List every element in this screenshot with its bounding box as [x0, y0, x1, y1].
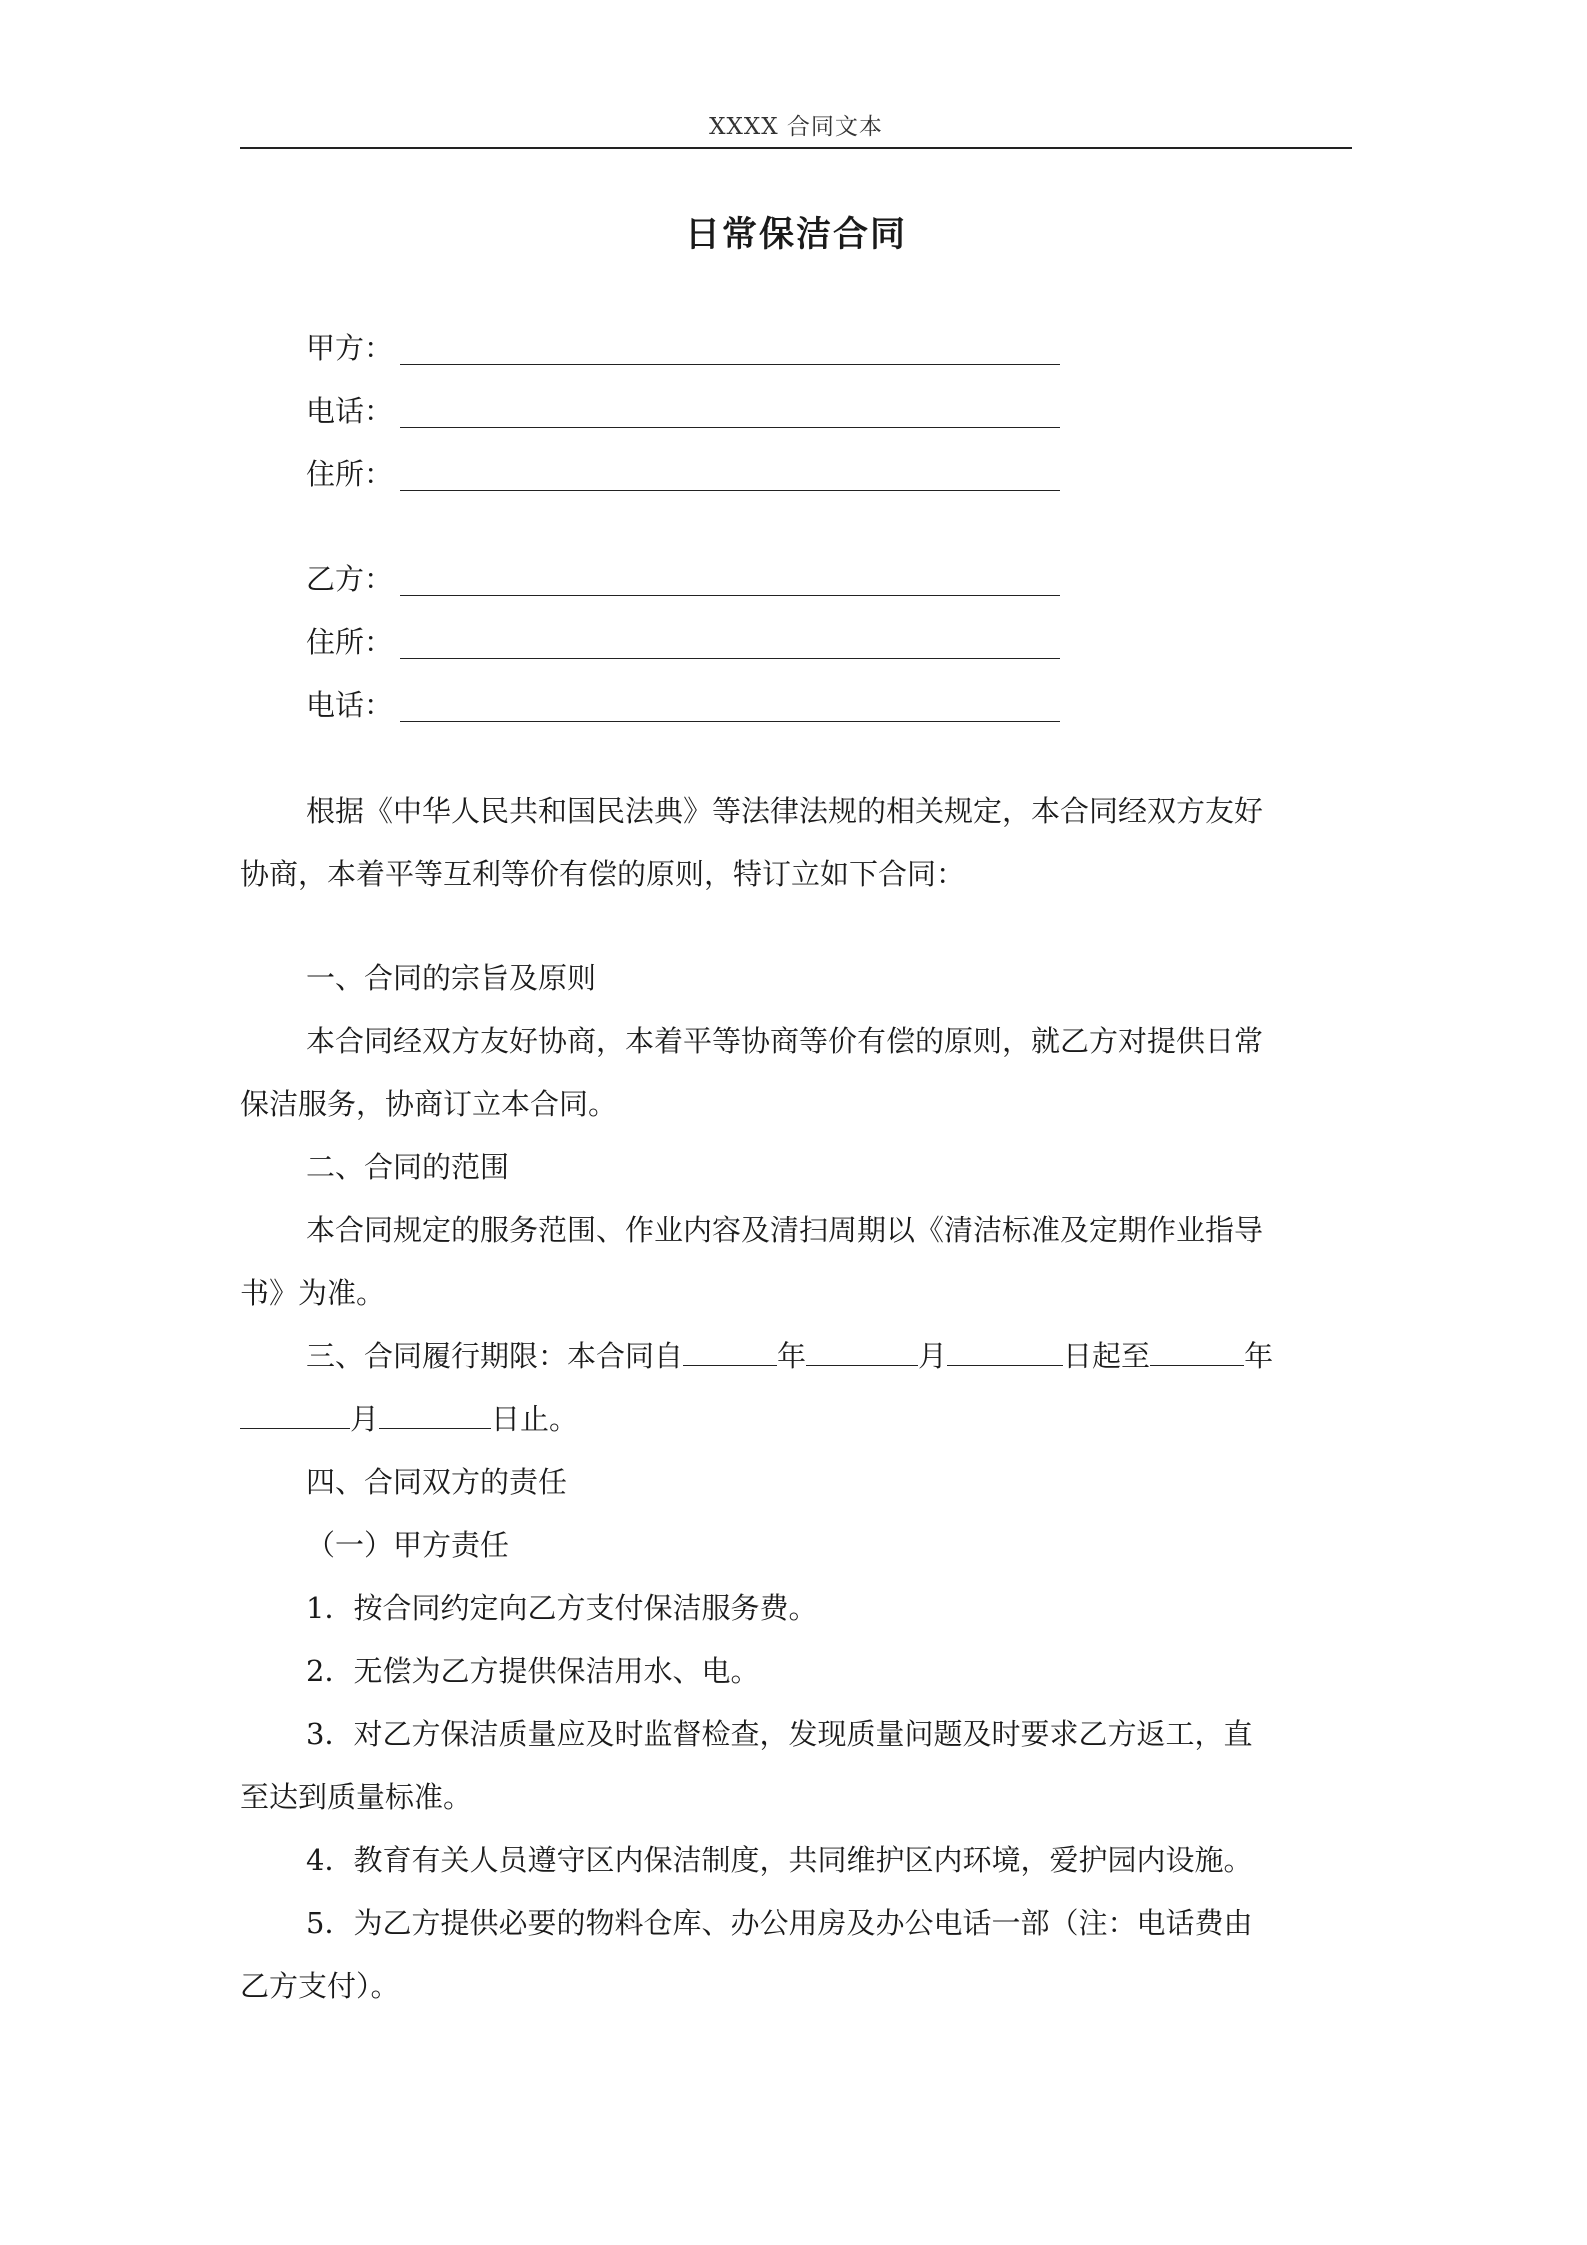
- document-title: 日常保洁合同: [684, 214, 907, 255]
- duty-item-5-line-1: 5．为乙方提供必要的物料仓库、办公用房及办公电话一部（注：电话费由: [306, 1906, 1253, 1940]
- start-month-blank: [806, 1337, 918, 1366]
- party-b-label: 乙方：: [306, 562, 394, 596]
- term-end-day-label: 日止。: [491, 1402, 579, 1436]
- intro-line-1: 根据《中华人民共和国民法典》等法律法规的相关规定，本合同经双方友好: [306, 794, 1264, 828]
- party-b-address-line: [306, 622, 1060, 662]
- section-1-para-line-1: 本合同经双方友好协商，本着平等协商等价有偿的原则，就乙方对提供日常: [306, 1024, 1264, 1058]
- intro-line-2: 协商，本着平等互利等价有偿的原则，特订立如下合同：: [240, 857, 966, 891]
- section-1-para-line-2: 保洁服务，协商订立本合同。: [240, 1087, 618, 1121]
- duty-item-3-line-1: 3．对乙方保洁质量应及时监督检查，发现质量问题及时要求乙方返工，直: [306, 1717, 1253, 1751]
- section-3-term-line-2: [240, 1399, 1352, 1439]
- party-b-address-blank: [400, 628, 1060, 659]
- party-b-name-line: [306, 559, 1060, 599]
- section-1-heading: 一、合同的宗旨及原则: [306, 961, 597, 995]
- start-year-blank: [683, 1337, 777, 1366]
- term-prefix: 三、合同履行期限：本合同自: [306, 1339, 684, 1373]
- duty-item-2: 2．无偿为乙方提供保洁用水、电。: [306, 1654, 760, 1688]
- party-a-name-line: [306, 328, 1060, 368]
- page-header: XXXX 合同文本: [709, 114, 883, 140]
- term-end-year-label: 年: [1244, 1339, 1274, 1373]
- party-a-phone-line: [306, 391, 1060, 431]
- duty-item-5-line-2: 乙方支付）。: [240, 1969, 400, 2003]
- section-2-para-line-1: 本合同规定的服务范围、作业内容及清扫周期以《清洁标准及定期作业指导: [306, 1213, 1264, 1247]
- section-2-heading: 二、合同的范围: [306, 1150, 510, 1184]
- party-b-phone-blank: [400, 691, 1060, 722]
- header-divider: [240, 147, 1352, 149]
- party-a-duties-heading: （一）甲方责任: [306, 1528, 510, 1562]
- party-b-name-blank: [400, 565, 1060, 596]
- party-a-phone-label: 电话：: [306, 394, 394, 428]
- section-2-para-line-2: 书》为准。: [240, 1276, 386, 1310]
- party-a-address-line: [306, 454, 1060, 494]
- section-4-heading: 四、合同双方的责任: [306, 1465, 568, 1499]
- party-a-address-label: 住所：: [306, 457, 394, 491]
- term-year-label: 年: [777, 1339, 807, 1373]
- party-a-phone-blank: [400, 397, 1060, 428]
- term-end-month-label: 月: [350, 1402, 380, 1436]
- end-day-blank: [379, 1400, 491, 1429]
- duty-item-3-line-2: 至达到质量标准。: [240, 1780, 473, 1814]
- end-month-blank: [240, 1400, 350, 1429]
- party-b-phone-line: [306, 685, 1060, 725]
- term-month-label: 月: [918, 1339, 948, 1373]
- duty-item-4: 4．教育有关人员遵守区内保洁制度，共同维护区内环境，爱护园内设施。: [306, 1843, 1253, 1877]
- party-a-address-blank: [400, 460, 1060, 491]
- end-year-blank: [1150, 1337, 1244, 1366]
- section-3-term-line-1: [306, 1336, 1352, 1376]
- term-day-label: 日起至: [1063, 1339, 1151, 1373]
- party-b-address-label: 住所：: [306, 625, 394, 659]
- start-day-blank: [947, 1337, 1063, 1366]
- party-a-label: 甲方：: [306, 331, 394, 365]
- duty-item-1: 1．按合同约定向乙方支付保洁服务费。: [306, 1591, 818, 1625]
- party-a-name-blank: [400, 334, 1060, 365]
- party-b-phone-label: 电话：: [306, 688, 394, 722]
